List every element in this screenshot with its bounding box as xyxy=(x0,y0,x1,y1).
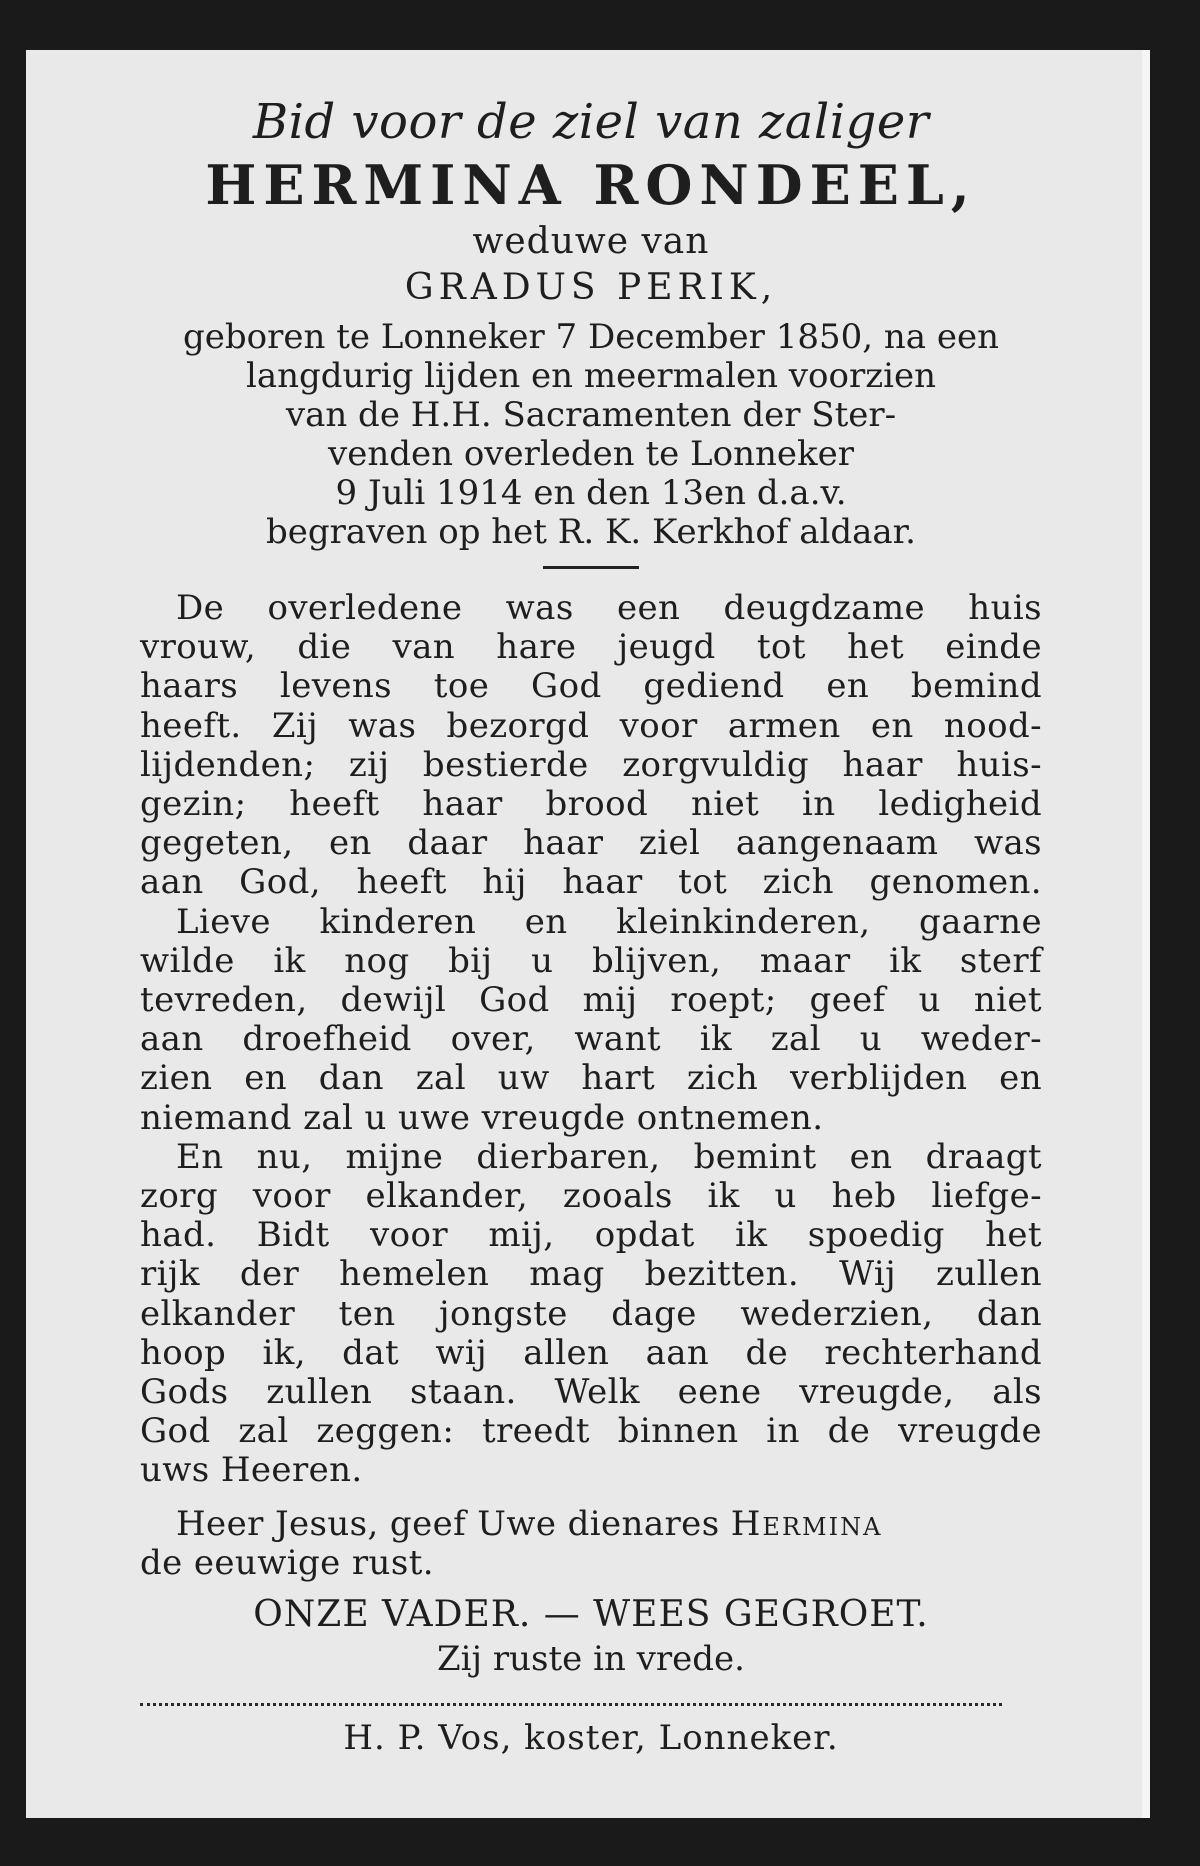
body-line: zorg voor elkander, zooals ik u heb liefge- xyxy=(140,1176,1042,1217)
intro-line: geboren te Lonneker 7 December 1850, na een xyxy=(183,317,999,357)
body-line: tevreden, dewijl God mij roept; geef u niet xyxy=(140,980,1042,1021)
body-line: hoop ik, dat wij allen aan de rechterhand xyxy=(140,1332,1042,1373)
closing-line: de eeuwige rust. xyxy=(140,1542,434,1583)
body-line: uws Heeren. xyxy=(140,1450,363,1491)
body-line: gegeten, en daar haar ziel aangenaam was xyxy=(140,823,1042,864)
prayers-line: ONZE VADER. — WEES GEGROET. xyxy=(253,1594,929,1636)
widow-of-label: weduwe van xyxy=(472,221,710,262)
body-line: gezin; heeft haar brood niet in ledigheid xyxy=(140,784,1042,825)
intro-line: van de H.H. Sacramenten der Ster- xyxy=(285,395,897,435)
body-line: vrouw, die van hare jeugd tot het einde xyxy=(140,627,1042,668)
dotted-rule xyxy=(140,1703,1002,1706)
card-content xyxy=(140,92,1042,1760)
memorial-text xyxy=(140,589,1042,1583)
biography-intro xyxy=(140,318,1042,552)
body-line: Lieve kinderen en kleinkinderen, gaarne xyxy=(176,901,1042,942)
body-line: haars levens toe God gediend en bemind xyxy=(140,666,1042,707)
body-line: niemand zal u uwe vreugde ontnemen. xyxy=(140,1097,824,1138)
closing-line xyxy=(140,1505,1042,1544)
body-line: En nu, mijne dierbaren, bemint en draagt xyxy=(176,1136,1042,1177)
body-line: zien en dan zal uw hart zich verblijden en xyxy=(140,1058,1042,1099)
body-line: rijk der hemelen mag bezitten. Wij zullen xyxy=(140,1254,1042,1295)
deceased-name: HERMINA RONDEEL, xyxy=(205,153,977,217)
body-line: Gods zullen staan. Welk eene vreugde, als xyxy=(140,1372,1042,1413)
body-line: aan droefheid over, want ik zal u weder- xyxy=(140,1019,1042,1060)
intro-line: begraven op het R. K. Kerkhof aldaar. xyxy=(266,512,916,552)
body-line: aan God, heeft hij haar tot zich genomen. xyxy=(140,862,1042,903)
body-line: De overledene was een deugdzame huis xyxy=(176,588,1042,628)
rest-in-peace: Zij ruste in vrede. xyxy=(437,1639,745,1680)
section-divider xyxy=(543,566,639,569)
paragraph-gap xyxy=(140,1491,1042,1505)
printer-line: H. P. Vos, koster, Lonneker. xyxy=(343,1718,839,1759)
body-line: elkander ten jongste dage wederzien, dan xyxy=(140,1293,1042,1334)
body-line: lijdenden; zij bestierde zorgvuldig haar huis- xyxy=(140,744,1042,785)
husband-name: GRADUS PERIK, xyxy=(404,267,778,308)
intro-line: venden overleden te Lonneker xyxy=(328,434,854,474)
intro-line: langdurig lijden en meermalen voorzien xyxy=(245,356,937,396)
body-line: God zal zeggen: treedt binnen in de vreugde xyxy=(140,1411,1042,1452)
body-line: heeft. Zij was bezorgd voor armen en nood- xyxy=(140,705,1042,746)
body-line: had. Bidt voor mij, opdat ik spoedig het xyxy=(140,1215,1042,1256)
closing-deceased-name: Hermina xyxy=(730,1503,883,1544)
prayer-heading: Bid voor de ziel van zaliger xyxy=(252,94,930,150)
body-line: wilde ik nog bij u blijven, maar ik sterf xyxy=(140,940,1042,981)
intro-line: 9 Juli 1914 en den 13en d.a.v. xyxy=(335,473,847,513)
closing-text: Heer Jesus, geef Uwe dienares xyxy=(176,1503,720,1544)
